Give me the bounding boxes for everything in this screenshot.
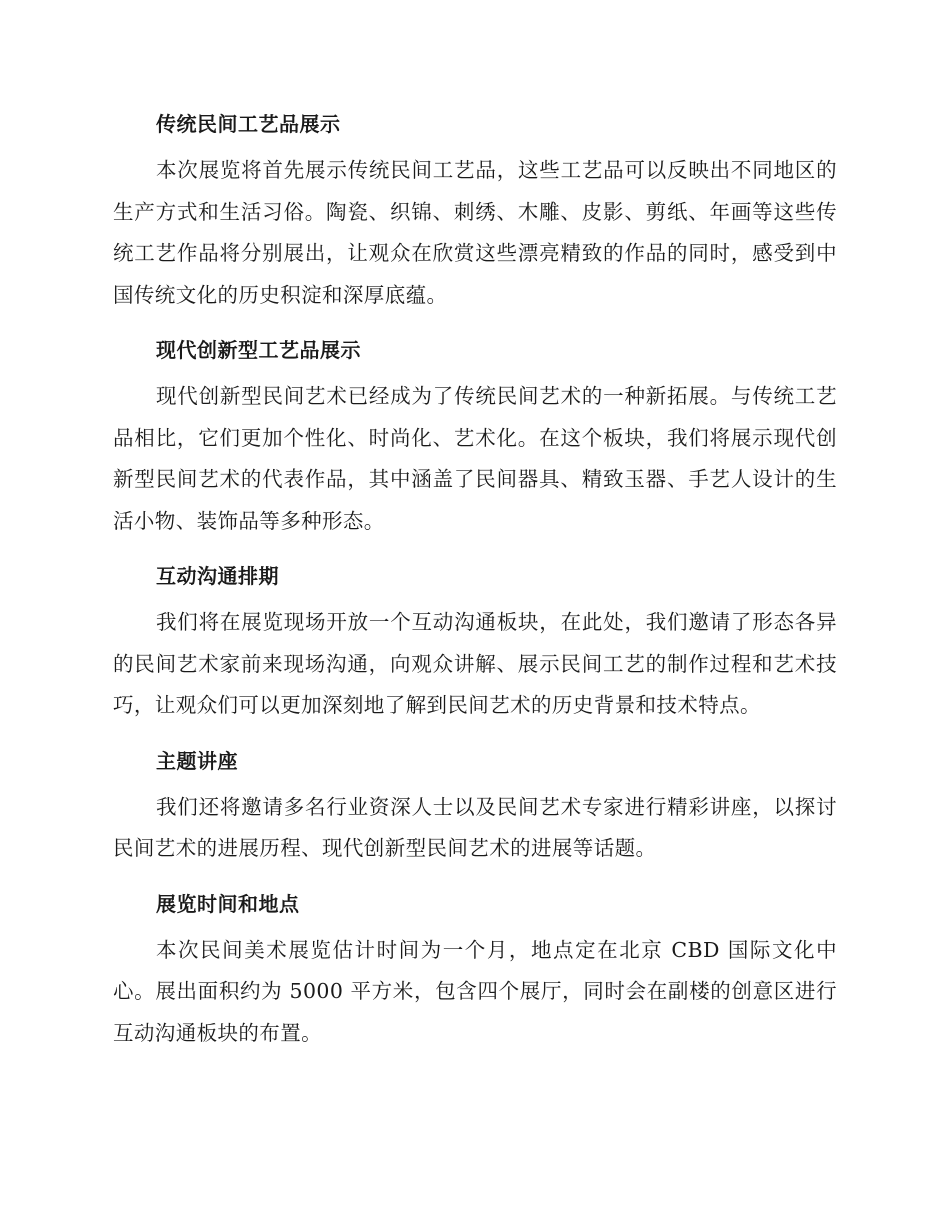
section-heading: 主题讲座 <box>156 748 238 773</box>
section-theme-lectures <box>113 739 837 870</box>
section-paragraph: 我们还将邀请多名行业资深人士以及民间艺术专家进行精彩讲座，以探讨民间艺术的进展历程、现代创新型民间艺术的进展等话题。 <box>113 794 837 860</box>
section-interactive-schedule <box>113 554 837 727</box>
document-page <box>113 102 837 1066</box>
section-heading: 互动沟通排期 <box>156 564 279 588</box>
section-paragraph: 本次展览将首先展示传统民间工艺品，这些工艺品可以反映出不同地区的生产方式和生活习俗。陶瓷、织锦、刺绣、木雕、皮影、剪纸、年画等这些传统工艺作品将分别展出，让观众在欣赏这些漂亮精致的作品的同时，感受到中国传统文化的历史积淀和深厚底蕴。 <box>113 158 837 307</box>
section-paragraph: 现代创新型民间艺术已经成为了传统民间艺术的一种新拓展。与传统工艺品相比，它们更加个性化、时尚化、艺术化。在这个板块，我们将展示现代创新型民间艺术的代表作品，其中涵盖了民间器具、精致玉器、手艺人设计的生活小物、装饰品等多种形态。 <box>113 384 837 533</box>
section-modern-crafts <box>113 328 837 542</box>
section-paragraph: 我们将在展览现场开放一个互动沟通板块，在此处，我们邀请了形态各异的民间艺术家前来现场沟通，向观众讲解、展示民间工艺的制作过程和艺术技巧，让观众们可以更加深刻地了解到民间艺术的历史背景和技术特点。 <box>113 610 837 717</box>
section-heading: 展览时间和地点 <box>156 891 300 916</box>
section-heading: 传统民间工艺品展示 <box>156 112 341 136</box>
section-paragraph: 本次民间美术展览估计时间为一个月，地点定在北京 CBD 国际文化中心。展出面积约为 5000 平方米，包含四个展厅，同时会在副楼的创意区进行互动沟通板块的布置。 <box>113 937 837 1045</box>
section-time-and-venue <box>113 882 837 1055</box>
section-heading: 现代创新型工艺品展示 <box>156 338 361 362</box>
section-traditional-crafts <box>113 102 837 316</box>
